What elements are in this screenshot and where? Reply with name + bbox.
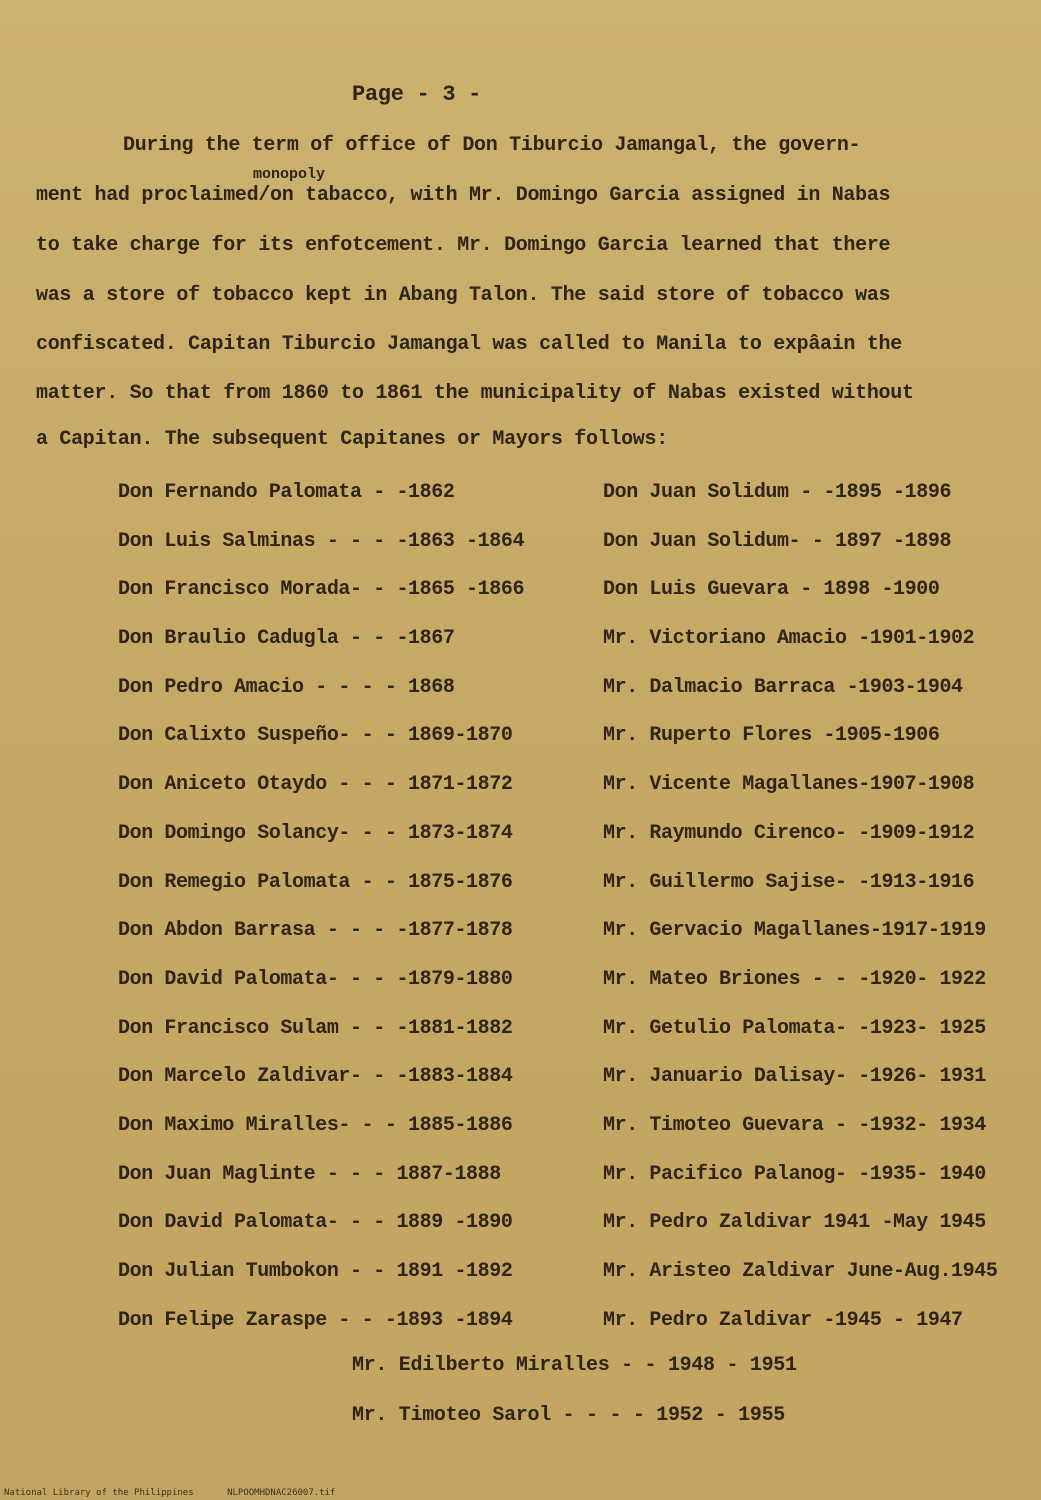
mayor-entry: Don David Palomata- - - -1879-1880 [118,967,513,991]
paragraph-line-2: ment had proclaimed/on tabacco, with Mr. Domingo Garcia assigned in Nabas [36,184,891,207]
mayor-entry-bottom-2: Mr. Timoteo Sarol - - - - 1952 - 1955 [352,1404,785,1427]
mayor-entry: Don Felipe Zaraspe - - -1893 -1894 [118,1308,513,1332]
mayor-entry: Don Maximo Miralles- - - 1885-1886 [118,1113,513,1137]
mayor-entry: Mr. Raymundo Cirenco- -1909-1912 [603,821,975,845]
mayor-entry: Don Julian Tumbokon - - 1891 -1892 [118,1260,513,1283]
interlinear-insert: monopoly [253,166,326,183]
mayor-entry: Don Abdon Barrasa - - - -1877-1878 [118,919,513,943]
mayor-entry: Don Aniceto Otaydo - - - 1871-1872 [118,773,513,797]
mayor-entry: Don Francisco Morada- - -1865 -1866 [118,578,525,602]
paragraph-line-1: During the term of office of Don Tiburcio Jamangal, the govern- [123,134,861,157]
mayor-entry: Mr. Getulio Palomata- -1923- 1925 [603,1016,986,1040]
library-name: National Library of the Philippines [4,1488,194,1498]
mayor-entry-bottom-1: Mr. Edilberto Miralles - - 1948 - 1951 [352,1354,797,1377]
mayor-entry: Don Remegio Palomata - - 1875-1876 [118,870,513,894]
mayor-entry: Don Calixto Suspeño- - - 1869-1870 [118,724,513,748]
paragraph-line-4: was a store of tobacco kept in Abang Talon. The said store of tobacco was [36,284,891,307]
mayor-entry: Mr. Aristeo Zaldivar June-Aug.1945 [603,1260,998,1283]
paragraph-line-6: matter. So that from 1860 to 1861 the municipality of Nabas existed without [36,382,914,405]
mayor-entry: Don Juan Solidum- - 1897 -1898 [603,529,952,553]
mayor-entry: Mr. Januario Dalisay- -1926- 1931 [603,1065,986,1089]
mayor-entry: Don Marcelo Zaldivar- - -1883-1884 [118,1065,513,1089]
mayor-entry: Mr. Pacifico Palanog- -1935- 1940 [603,1162,986,1186]
mayor-entry: Mr. Vicente Magallanes-1907-1908 [603,773,975,797]
mayor-entry: Don Domingo Solancy- - - 1873-1874 [118,821,513,845]
mayor-entry: Don Pedro Amacio - - - - 1868 [118,675,455,699]
mayor-entry: Don Juan Maglinte - - - 1887-1888 [118,1162,501,1186]
mayor-entry: Mr. Dalmacio Barraca -1903-1904 [603,675,963,699]
file-id: NLPOOMHDNAC26007.tif [227,1488,336,1498]
mayor-entry: Mr. Victoriano Amacio -1901-1902 [603,627,975,651]
mayors-list-left [118,478,568,1354]
mayor-entry: Don Juan Solidum - -1895 -1896 [603,481,952,504]
mayor-entry: Don Braulio Cadugla - - -1867 [118,627,455,651]
mayor-entry: Mr. Gervacio Magallanes-1917-1919 [603,919,986,943]
mayor-entry: Mr. Ruperto Flores -1905-1906 [603,724,940,748]
page-header: Page - 3 - [352,82,482,107]
mayor-entry: Don Francisco Sulam - - -1881-1882 [118,1016,513,1040]
paragraph-line-7: a Capitan. The subsequent Capitanes or Mayors follows: [36,428,668,451]
paragraph-line-3: to take charge for its enfotcement. Mr. Domingo Garcia learned that there [36,234,891,257]
mayor-entry: Don Fernando Palomata - -1862 [118,481,455,504]
mayor-entry: Don Luis Salminas - - - -1863 -1864 [118,529,525,553]
mayors-list-right [603,478,1023,1354]
mayor-entry: Mr. Mateo Briones - - -1920- 1922 [603,967,986,991]
archive-footer [4,1488,363,1498]
mayor-entry: Mr. Pedro Zaldivar 1941 -May 1945 [603,1211,986,1235]
mayor-entry: Mr. Timoteo Guevara - -1932- 1934 [603,1113,986,1137]
mayor-entry: Mr. Pedro Zaldivar -1945 - 1947 [603,1308,963,1332]
paragraph-line-5: confiscated. Capitan Tiburcio Jamangal was called to Manila to expâain the [36,333,902,356]
mayor-entry: Mr. Guillermo Sajise- -1913-1916 [603,870,975,894]
mayor-entry: Don Luis Guevara - 1898 -1900 [603,578,940,602]
mayor-entry: Don David Palomata- - - 1889 -1890 [118,1211,513,1235]
